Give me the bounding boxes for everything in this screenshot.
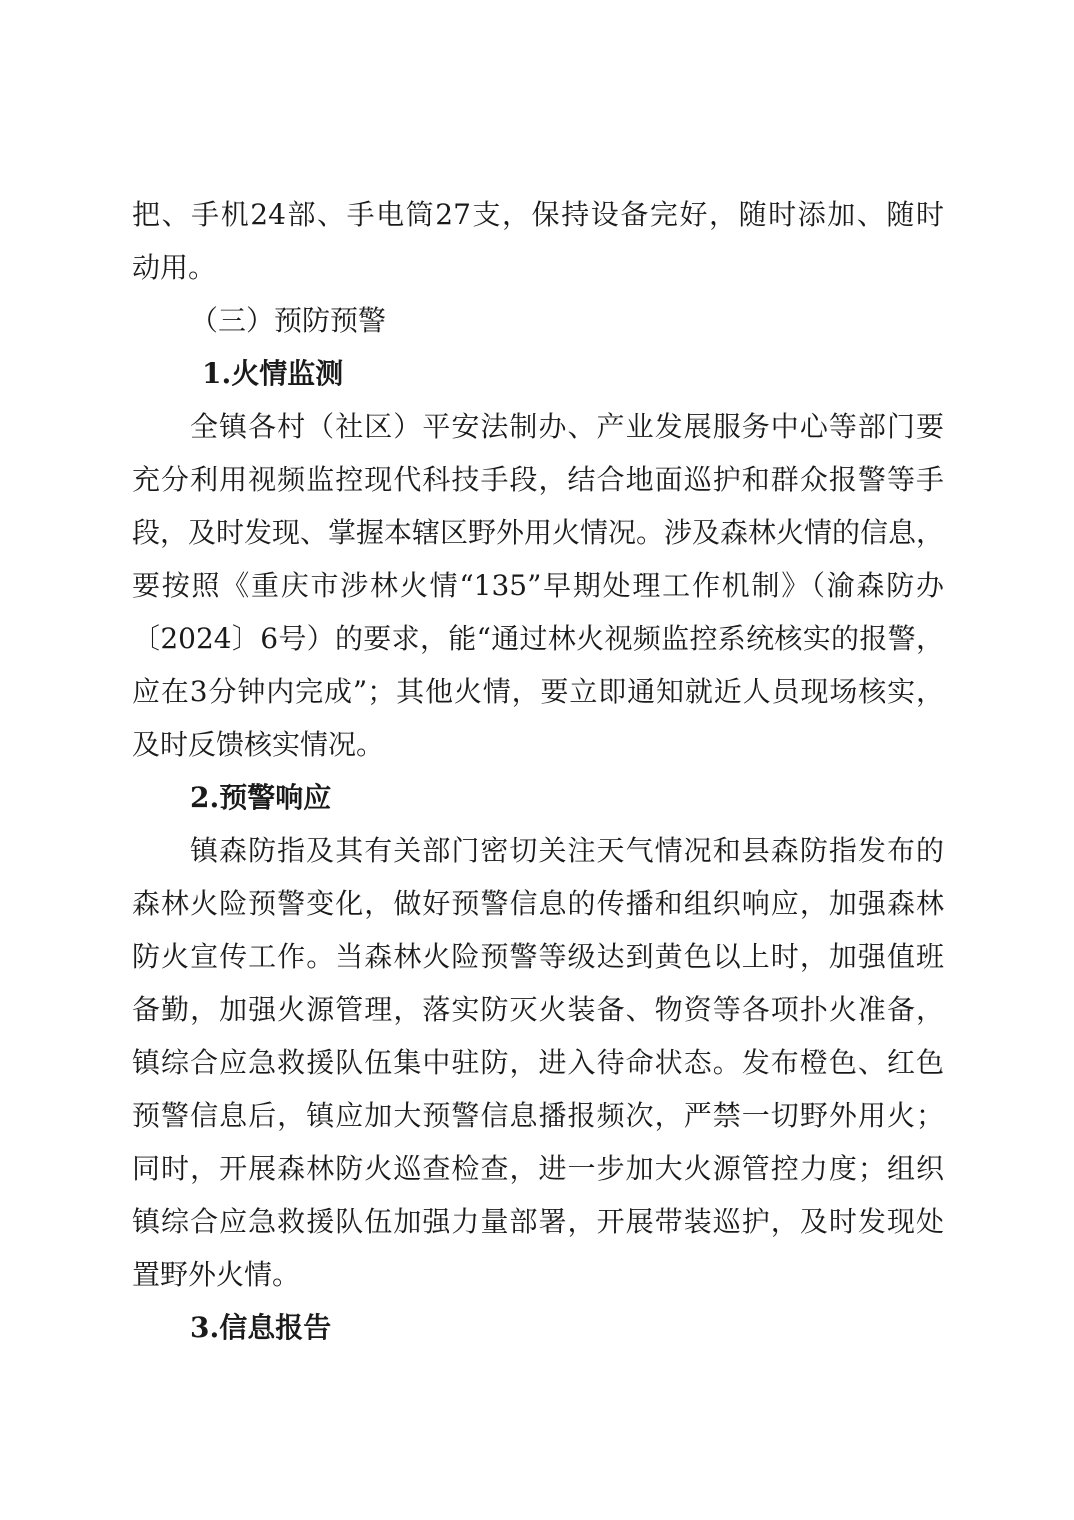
- paragraph-line: 备勤，加强火源管理，落实防灭火装备、物资等各项扑火准备，: [132, 993, 944, 1026]
- paragraph-line: 镇综合应急救援队伍加强力量部署，开展带装巡护，及时发现处: [132, 1205, 944, 1238]
- paragraph-line: 预警信息后，镇应加大预警信息播报频次，严禁一切野外用火；: [132, 1099, 944, 1132]
- paragraph-line: 镇森防指及其有关部门密切关注天气情况和县森防指发布的: [190, 834, 944, 867]
- continuation-line-1: 把、手机24部、手电筒27支，保持设备完好，随时添加、随时: [132, 198, 944, 231]
- paragraph-line: 镇综合应急救援队伍集中驻防，进入待命状态。发布橙色、红色: [132, 1046, 944, 1079]
- subsection-heading-fire-monitoring: 1.火情监测: [202, 357, 344, 390]
- paragraph-line: 要按照《重庆市涉林火情“135”早期处理工作机制》（渝森防办: [132, 569, 944, 602]
- paragraph-line: 防火宣传工作。当森林火险预警等级达到黄色以上时，加强值班: [132, 940, 944, 973]
- paragraph-line: 及时反馈核实情况。: [132, 728, 385, 761]
- paragraph-line: 应在3分钟内完成”；其他火情，要立即通知就近人员现场核实，: [132, 675, 944, 708]
- continuation-line-2: 动用。: [132, 251, 217, 284]
- subsection-heading-warning-response: 2.预警响应: [190, 781, 332, 814]
- paragraph-line: 〔2024〕6号）的要求，能“通过林火视频监控系统核实的报警，: [132, 622, 944, 655]
- paragraph-line: 全镇各村（社区）平安法制办、产业发展服务中心等部门要: [190, 410, 944, 443]
- document-page: [132, 188, 944, 1354]
- paragraph-line: 森林火险预警变化，做好预警信息的传播和组织响应，加强森林: [132, 887, 944, 920]
- section-title: （三）预防预警: [190, 304, 387, 337]
- paragraph-line: 充分利用视频监控现代科技手段，结合地面巡护和群众报警等手: [132, 463, 944, 496]
- paragraph-line: 置野外火情。: [132, 1258, 301, 1291]
- subsection-heading-info-report: 3.信息报告: [190, 1311, 332, 1344]
- paragraph-line: 同时，开展森林防火巡查检查，进一步加大火源管控力度；组织: [132, 1152, 944, 1185]
- paragraph-line: 段，及时发现、掌握本辖区野外用火情况。涉及森林火情的信息，: [132, 516, 945, 549]
